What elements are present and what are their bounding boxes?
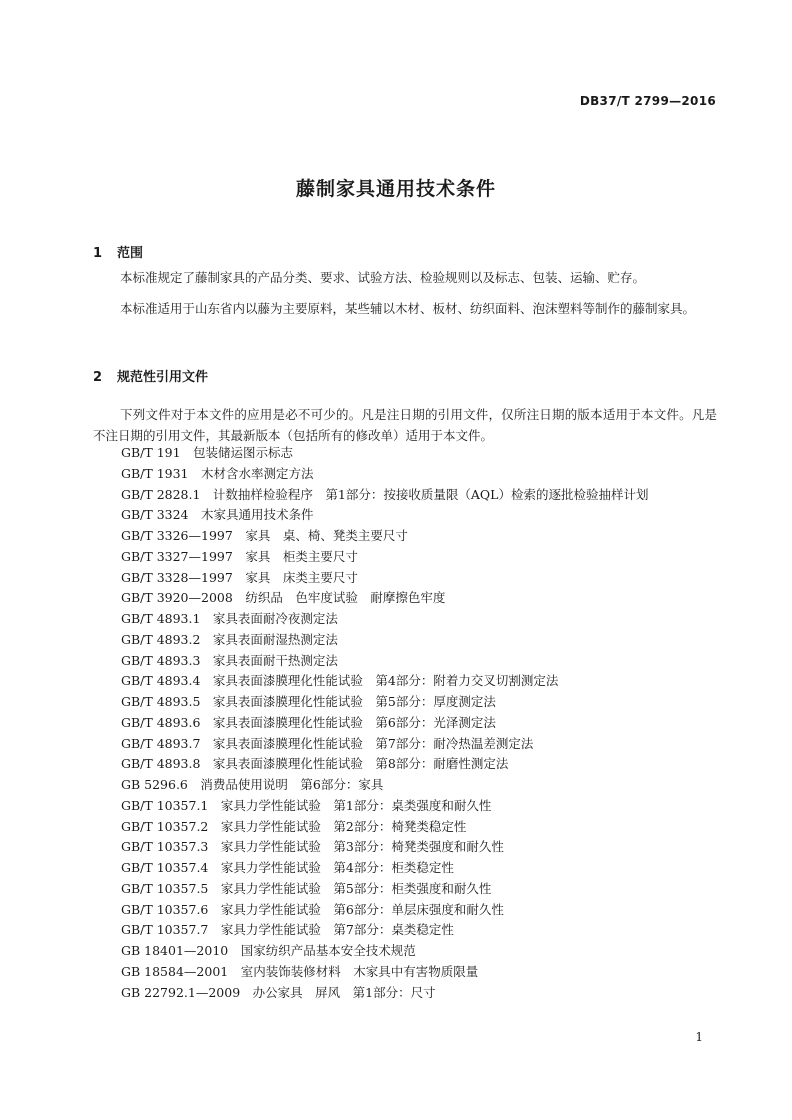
reference-item: GB/T 3920—2008 纺织品 色牢度试验 耐摩擦色牢度 xyxy=(121,590,446,606)
section-heading-normative-references xyxy=(93,366,208,385)
document-code: DB37/T 2799—2016 xyxy=(579,94,716,108)
reference-item: GB/T 4893.7 家具表面漆膜理化性能试验 第7部分：耐冷热温差测定法 xyxy=(121,735,534,751)
reference-item: GB/T 1931 木材含水率测定方法 xyxy=(121,465,314,481)
reference-item: GB 22792.1—2009 办公家具 屏风 第1部分：尺寸 xyxy=(121,984,436,1000)
reference-item: GB/T 4893.3 家具表面耐干热测定法 xyxy=(121,652,338,668)
section-heading-scope xyxy=(93,242,143,261)
reference-item: GB/T 3324 木家具通用技术条件 xyxy=(121,507,314,523)
reference-item: GB/T 2828.1 计数抽样检验程序 第1部分：按接收质量限（AQL）检索的逐批检验抽样计划 xyxy=(121,486,649,502)
reference-item: GB/T 10357.5 家具力学性能试验 第5部分：柜类强度和耐久性 xyxy=(121,880,492,896)
page-number: 1 xyxy=(695,1030,703,1044)
reference-item: GB 18584—2001 室内装饰装修材料 木家具中有害物质限量 xyxy=(121,963,479,979)
reference-item: GB/T 10357.2 家具力学性能试验 第2部分：椅凳类稳定性 xyxy=(121,818,467,834)
reference-item: GB/T 4893.4 家具表面漆膜理化性能试验 第4部分：附着力交叉切割测定法 xyxy=(121,673,559,689)
reference-item: GB 18401—2010 国家纺织产品基本安全技术规范 xyxy=(121,943,416,958)
reference-item: GB/T 10357.7 家具力学性能试验 第7部分：桌类稳定性 xyxy=(121,922,454,938)
reference-item: GB/T 191 包装储运图示标志 xyxy=(121,445,294,460)
references-intro-paragraph: 下列文件对于本文件的应用是必不可少的。凡是注日期的引用文件，仅所注日期的版本适用于本文件。凡是不注日期的引用文件，其最新版本（包括所有的修改单）适用于本文件。 xyxy=(93,407,717,443)
section-title: 范围 xyxy=(117,246,144,261)
scope-paragraph-2: 本标准适用于山东省内以藤为主要原料，某些辅以木材、板材、纺织面料、泡沫塑料等制作的藤制家具。 xyxy=(120,301,696,316)
reference-item: GB/T 4893.6 家具表面漆膜理化性能试验 第6部分：光泽测定法 xyxy=(121,714,496,730)
section-number: 1 xyxy=(93,246,103,261)
reference-list xyxy=(121,443,721,1003)
reference-item: GB 5296.6 消费品使用说明 第6部分：家具 xyxy=(121,777,384,792)
reference-item: GB/T 10357.3 家具力学性能试验 第3部分：椅凳类强度和耐久性 xyxy=(121,839,504,855)
reference-item: GB/T 3327—1997 家具 柜类主要尺寸 xyxy=(121,548,358,564)
reference-item: GB/T 4893.5 家具表面漆膜理化性能试验 第5部分：厚度测定法 xyxy=(121,694,496,709)
section-title: 规范性引用文件 xyxy=(117,370,209,385)
reference-item: GB/T 4893.1 家具表面耐冷夜测定法 xyxy=(121,611,338,626)
reference-item: GB/T 10357.1 家具力学性能试验 第1部分：桌类强度和耐久性 xyxy=(121,797,492,813)
scope-paragraph-1: 本标准规定了藤制家具的产品分类、要求、试验方法、检验规则以及标志、包装、运输、贮存。 xyxy=(120,270,646,285)
reference-item: GB/T 10357.6 家具力学性能试验 第6部分：单层床强度和耐久性 xyxy=(121,901,504,917)
reference-item: GB/T 10357.4 家具力学性能试验 第4部分：柜类稳定性 xyxy=(121,860,454,875)
reference-item: GB/T 3326—1997 家具 桌、椅、凳类主要尺寸 xyxy=(121,528,408,543)
section-number: 2 xyxy=(93,370,103,385)
reference-item: GB/T 4893.2 家具表面耐湿热测定法 xyxy=(121,631,338,647)
document-title: 藤制家具通用技术条件 xyxy=(295,178,496,200)
reference-item: GB/T 4893.8 家具表面漆膜理化性能试验 第8部分：耐磨性测定法 xyxy=(121,756,509,772)
reference-item: GB/T 3328—1997 家具 床类主要尺寸 xyxy=(121,569,358,585)
